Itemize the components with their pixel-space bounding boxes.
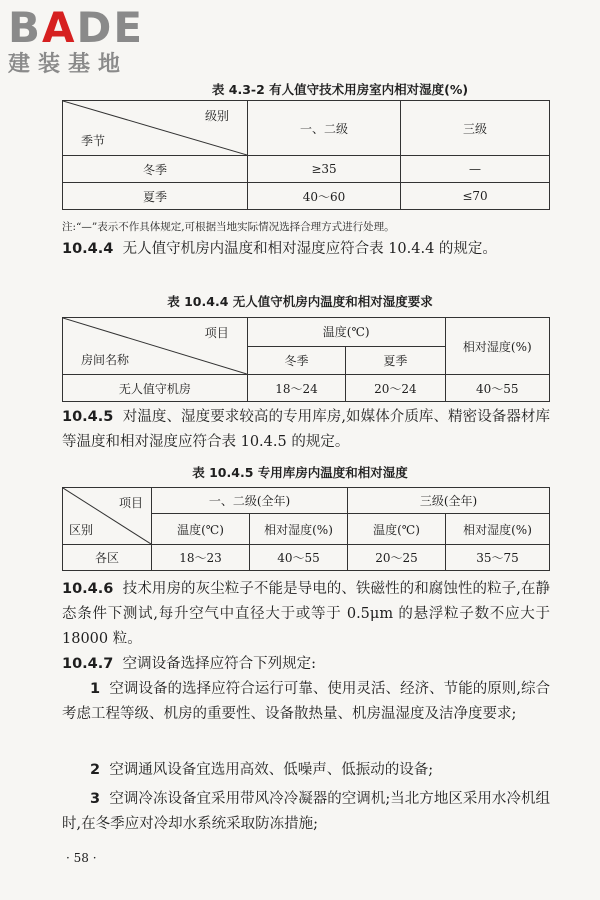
table3-corner-top: 项目 (118, 496, 143, 510)
list-item-1 (62, 677, 550, 727)
table1-corner-top: 级别 (204, 109, 229, 123)
logo-letter-a: A (42, 3, 77, 52)
table1-row1-v1: ≥35 (248, 156, 401, 183)
table2-caption: 表 10.4.4 无人值守机房内温度和相对湿度要求 (167, 294, 433, 309)
table3-corner (63, 488, 152, 545)
section-number: 10.4.6 (62, 581, 114, 597)
list-item-text: 空调通风设备宜选用高效、低噪声、低振动的设备; (109, 762, 434, 778)
table3-g1-humidity: 相对湿度(%) (250, 514, 348, 545)
section-text: 空调设备选择应符合下列规定: (122, 656, 316, 672)
table3-corner-bottom: 区别 (69, 523, 94, 537)
table1-row1-v2: — (401, 156, 550, 183)
table3-row-t2: 20～25 (348, 545, 446, 571)
table3-g2-temp: 温度(℃) (348, 514, 446, 545)
table3-g2-humidity: 相对湿度(%) (446, 514, 550, 545)
table3-row-t1: 18～23 (152, 545, 250, 571)
list-item-3 (62, 787, 550, 837)
page-number: · 58 · (66, 851, 97, 865)
section-10-4-5 (62, 405, 550, 455)
table3-group2-header: 三级(全年) (348, 488, 550, 514)
table3-row-name: 各区 (63, 545, 152, 571)
table2-row-summer: 20～24 (346, 375, 445, 402)
section-number: 10.4.4 (62, 241, 114, 257)
section-10-4-7 (62, 652, 550, 677)
table2-winter-header: 冬季 (247, 346, 345, 375)
table1-caption: 表 4.3-2 有人值守技术用房室内相对湿度(%) (211, 82, 469, 97)
section-text: 技术用房的灰尘粒子不能是导电的、铁磁性的和腐蚀性的粒子,在静态条件下测试,每升空气中直径大于或等于 0.5μm 的悬浮粒子数不应大于 18000 粒。 (62, 581, 551, 647)
section-number: 10.4.5 (62, 409, 114, 425)
list-item-text: 空调设备的选择应符合运行可靠、使用灵活、经济、节能的原则,综合考虑工程等级、机房的重要性、设备散热量、机房温湿度及洁净度要求; (62, 681, 551, 722)
list-item-number: 2 (90, 762, 101, 778)
table3-row-h1: 40～55 (250, 545, 348, 571)
list-item-2 (62, 758, 550, 783)
list-item-text: 空调冷冻设备宜采用带风冷冷凝器的空调机;当北方地区采用水冷机组时,在冬季应对冷却水系统采取防冻措施; (62, 791, 551, 832)
section-text: 无人值守机房内温度和相对湿度应符合表 10.4.4 的规定。 (122, 241, 497, 257)
table2-corner-top: 项目 (204, 326, 229, 340)
table3-row-h2: 35～75 (446, 545, 550, 571)
bade-logo (8, 3, 178, 78)
table2-humidity-header: 相对湿度(%) (445, 318, 549, 375)
table3-caption: 表 10.4.5 专用库房内温度和相对湿度 (192, 465, 408, 480)
logo-letter-b: B (8, 3, 43, 52)
table1-col1: 一、二级 (248, 101, 401, 156)
table2-corner (63, 318, 248, 375)
table2-row-humidity: 40～55 (445, 375, 549, 402)
table2-corner-bottom: 房间名称 (81, 353, 130, 367)
list-item-number: 3 (90, 791, 101, 807)
table1 (62, 100, 550, 210)
table1-corner (63, 101, 248, 156)
section-number: 10.4.7 (62, 656, 114, 672)
table2-row-name: 无人值守机房 (63, 375, 248, 402)
table1-row2-season: 夏季 (63, 183, 248, 210)
table1-row2-v1: 40～60 (248, 183, 401, 210)
table1-corner-bottom: 季节 (81, 134, 106, 148)
table1-row2-v2: ≤70 (401, 183, 550, 210)
table3 (62, 487, 550, 571)
section-text: 对温度、湿度要求较高的专用库房,如媒体介质库、精密设备器材库等温度和相对湿度应符合表 10.4.5 的规定。 (62, 409, 551, 450)
table1-col2: 三级 (401, 101, 550, 156)
logo-letters-de: DE (76, 3, 145, 52)
list-item-number: 1 (90, 681, 101, 697)
table2-temp-header: 温度(℃) (247, 318, 445, 347)
table1-row1-season: 冬季 (63, 156, 248, 183)
table2 (62, 317, 550, 402)
table3-g1-temp: 温度(℃) (152, 514, 250, 545)
table2-row-winter: 18～24 (247, 375, 345, 402)
table1-note: 注:“—”表示不作具体规定,可根据当地实际情况选择合理方式进行处理。 (62, 221, 395, 233)
logo-subtitle: 建装基地 (8, 52, 129, 77)
section-10-4-4 (62, 237, 550, 262)
table2-summer-header: 夏季 (346, 346, 445, 375)
section-10-4-6 (62, 577, 550, 652)
table3-group1-header: 一、二级(全年) (152, 488, 348, 514)
